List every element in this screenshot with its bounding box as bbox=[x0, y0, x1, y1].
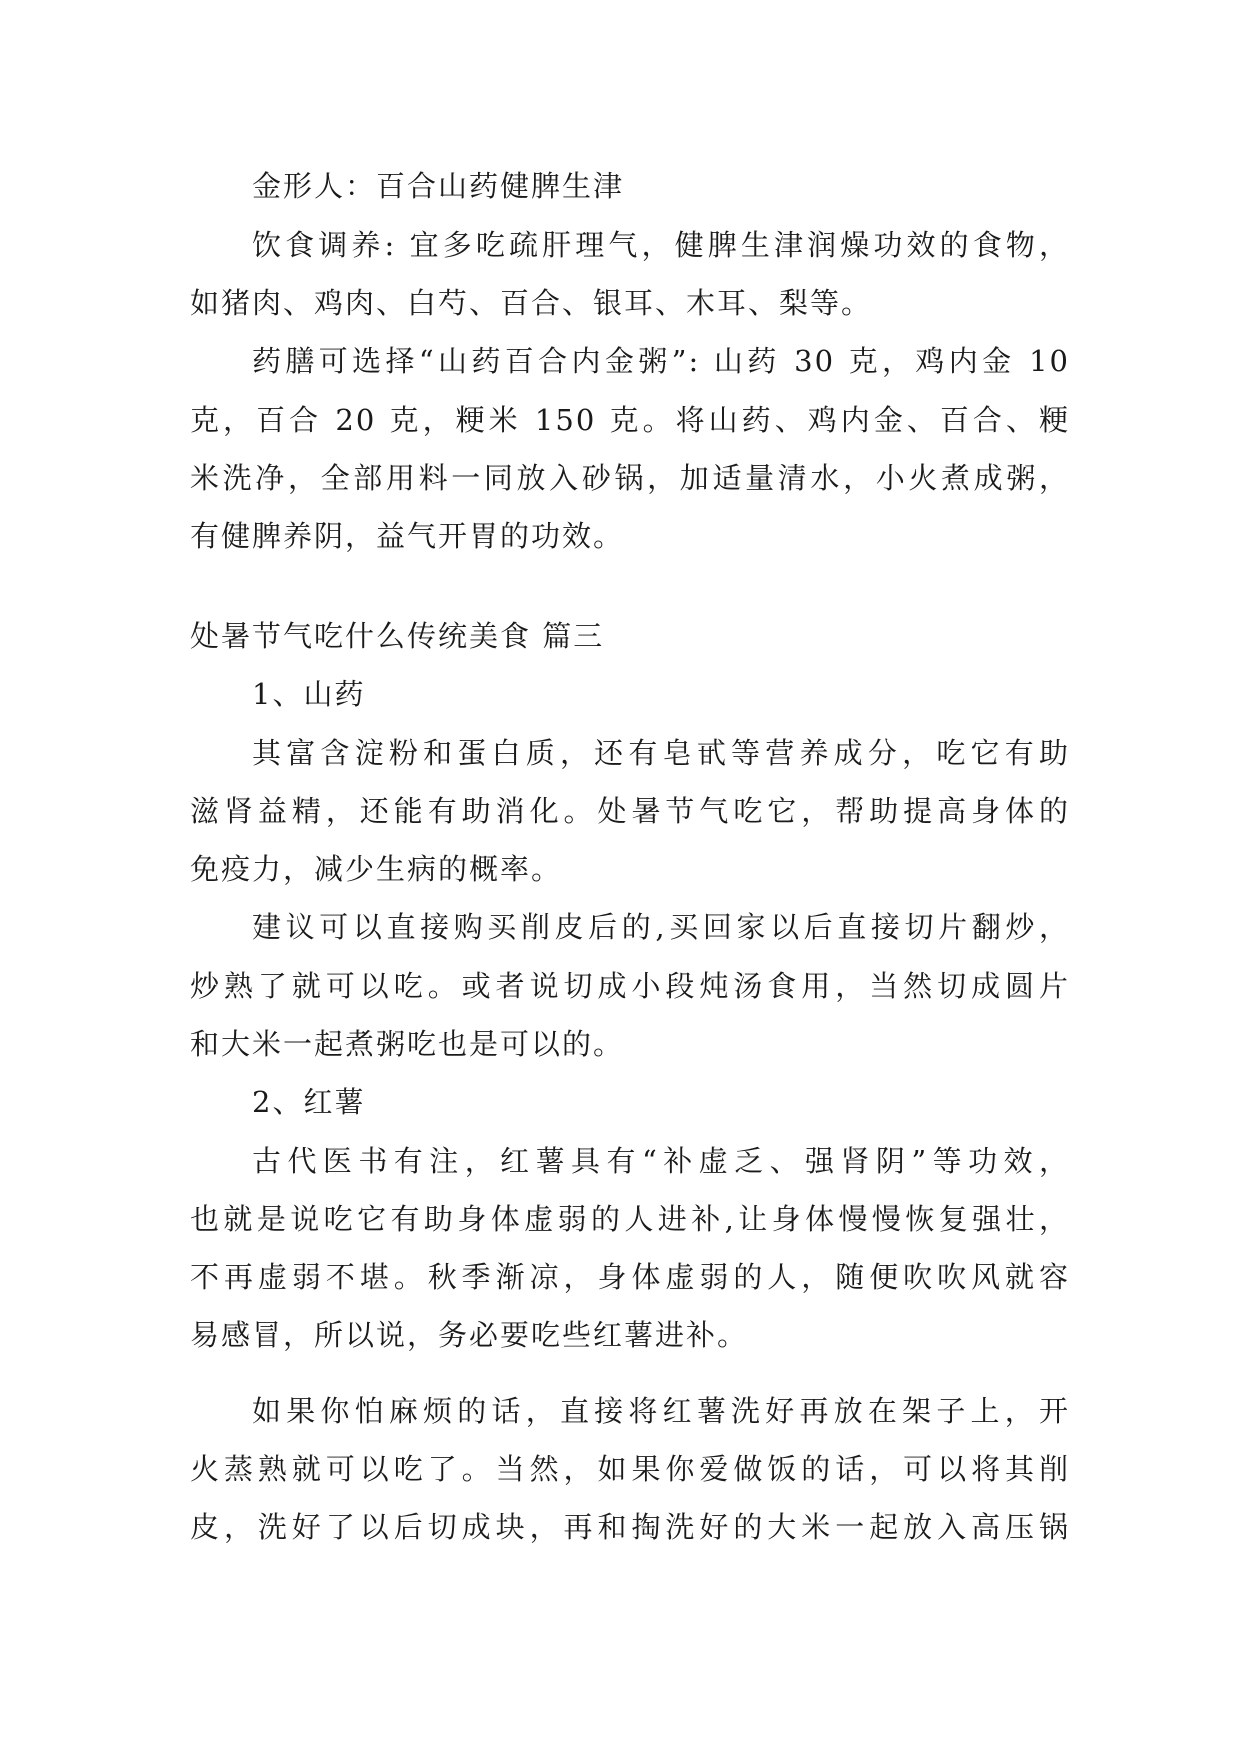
paragraph-line: 免疫力，减少生病的概率。 bbox=[190, 852, 563, 886]
paragraph-line: 如果你怕麻烦的话，直接将红薯洗好再放在架子上，开 bbox=[252, 1394, 1070, 1428]
item-title: 1、山药 bbox=[252, 677, 366, 711]
item-title: 2、红薯 bbox=[252, 1085, 366, 1119]
section-heading: 金形人：百合山药健脾生津 bbox=[252, 169, 625, 203]
paragraph-line: 其富含淀粉和蛋白质，还有皂甙等营养成分，吃它有助 bbox=[252, 736, 1070, 770]
paragraph-line: 也就是说吃它有助身体虚弱的人进补,让身体慢慢恢复强壮， bbox=[190, 1202, 1070, 1236]
paragraph-line: 滋肾益精，还能有助消化。处暑节气吃它，帮助提高身体的 bbox=[190, 794, 1070, 828]
paragraph-line: 皮，洗好了以后切成块，再和掏洗好的大米一起放入高压锅 bbox=[190, 1510, 1070, 1544]
paragraph-line: 如猪肉、鸡肉、白芍、百合、银耳、木耳、梨等。 bbox=[190, 286, 873, 320]
paragraph-line: 克，百合 20 克，粳米 150 克。将山药、鸡内金、百合、粳 bbox=[190, 403, 1070, 437]
paragraph-line: 建议可以直接购买削皮后的,买回家以后直接切片翻炒， bbox=[252, 910, 1070, 944]
paragraph-line: 易感冒，所以说，务必要吃些红薯进补。 bbox=[190, 1318, 749, 1352]
paragraph-line: 有健脾养阴，益气开胃的功效。 bbox=[190, 519, 625, 553]
paragraph-line: 古代医书有注，红薯具有“补虚乏、强肾阴”等功效， bbox=[252, 1144, 1070, 1178]
paragraph-line: 炒熟了就可以吃。或者说切成小段炖汤食用，当然切成圆片 bbox=[190, 969, 1070, 1003]
paragraph-line: 和大米一起煮粥吃也是可以的。 bbox=[190, 1027, 625, 1061]
paragraph-line: 药膳可选择“山药百合内金粥”: 山药 30 克，鸡内金 10 bbox=[252, 344, 1070, 378]
paragraph-line: 饮食调养: 宜多吃疏肝理气，健脾生津润燥功效的食物， bbox=[252, 228, 1070, 262]
paragraph-line: 米洗净，全部用料一同放入砂锅，加适量清水，小火煮成粥， bbox=[190, 461, 1070, 495]
paragraph-line: 不再虚弱不堪。秋季渐凉，身体虚弱的人，随便吹吹风就容 bbox=[190, 1260, 1070, 1294]
paragraph-line: 火蒸熟就可以吃了。当然，如果你爱做饭的话，可以将其削 bbox=[190, 1452, 1070, 1486]
section-title: 处暑节气吃什么传统美食 篇三 bbox=[190, 619, 605, 653]
